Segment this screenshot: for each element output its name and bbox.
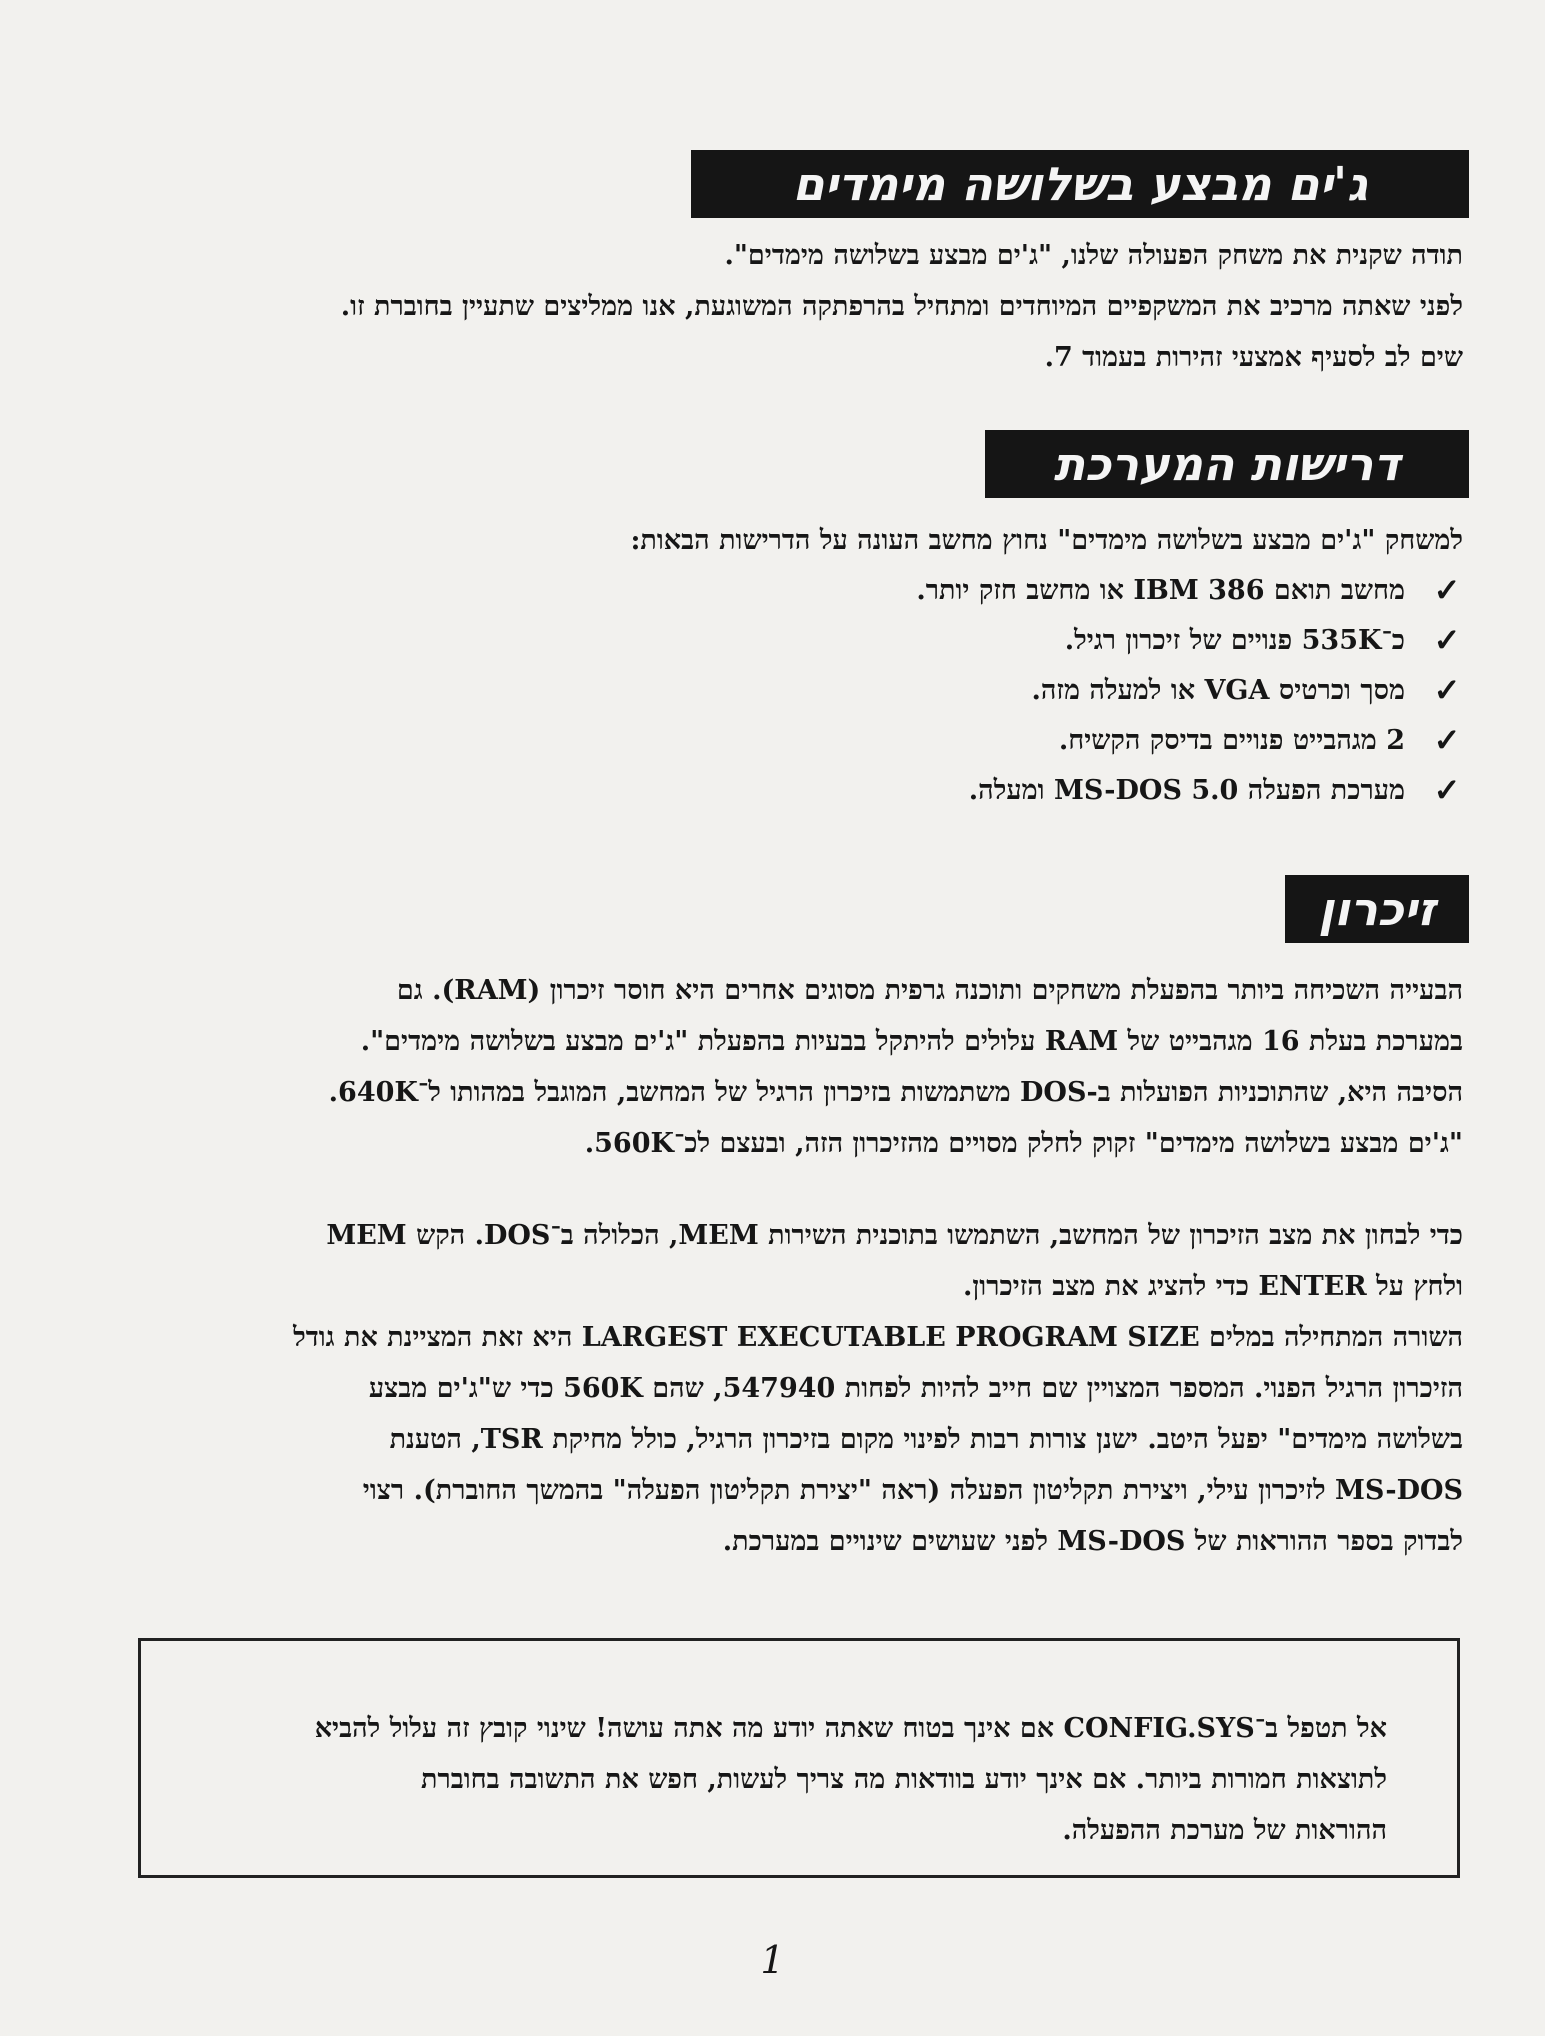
intro-line: לפני שאתה מרכיב את המשקפיים המיוחדים ומתחיל בהרפתקה המשוגעת, אנו ממליצים שתעיין בחוברת זו.: [340, 291, 1463, 322]
memory-line: "ג'ים מבצע בשלושה מימדים" זקוק לחלק מסויים מהזיכרון הזה, ובעצם לכ־560K.: [584, 1128, 1463, 1159]
requirement-item: [263, 565, 1463, 615]
notice-line: לתוצאות חמורות ביותר. אם אינך יודע בוודאות מה צריך לעשות, חפש את התשובה בחוברת: [420, 1764, 1387, 1795]
page-number: 1: [760, 1938, 785, 1982]
requirements-intro: [78, 515, 1463, 566]
memory-line: לבדוק בספר ההוראות של MS-DOS לפני שעושים שינויים במערכת.: [722, 1526, 1463, 1557]
notice-line: ההוראות של מערכת ההפעלה.: [1062, 1815, 1387, 1846]
memory-line: הזיכרון הרגיל הפנוי. המספר המצויין שם חייב להיות לפחות 547940, שהם 560K כדי ש"ג'ים מבצע: [368, 1373, 1463, 1404]
checkmark-icon: ✓: [1433, 771, 1461, 809]
requirements-list: [263, 565, 1463, 815]
requirement-item: [263, 615, 1463, 665]
checkmark-icon: ✓: [1433, 571, 1461, 609]
checkmark-icon: ✓: [1433, 621, 1461, 659]
requirement-item: [263, 765, 1463, 815]
intro-heading: ג'ים מבצע בשלושה מימדים: [691, 150, 1469, 218]
requirement-text: מחשב תואם IBM 386 או מחשב חזק יותר.: [916, 574, 1405, 606]
memory-paragraph-2: [78, 1210, 1463, 1567]
intro-line: תודה שקנית את משחק הפעולה שלנו, "ג'ים מבצע בשלושה מימדים".: [724, 240, 1463, 271]
memory-line: במערכת בעלת 16 מגהבייט של RAM עלולים להיתקל בבעיות בהפעלת "ג'ים מבצע בשלושה מימדים".: [360, 1026, 1463, 1057]
memory-line: בשלושה מימדים" יפעל היטב. ישנן צורות רבות לפינוי מקום בזיכרון הרגיל, כולל מחיקת TSR, הטענת: [389, 1424, 1463, 1455]
checkmark-icon: ✓: [1433, 721, 1461, 759]
memory-heading: זיכרון: [1285, 875, 1469, 943]
intro-paragraph: [78, 230, 1463, 383]
notice-line: אל תטפל ב־CONFIG.SYS אם אינך בטוח שאתה יודע מה אתה עושה! שינוי קובץ זה עלול להביא: [314, 1713, 1387, 1744]
memory-line: הבעייה השכיחה ביותר בהפעלת משחקים ותוכנה גרפית מסוגים אחרים היא חוסר זיכרון (RAM). גם: [396, 975, 1463, 1006]
memory-line: השורה המתחילה במלים LARGEST EXECUTABLE PROGRAM SIZE היא זאת המציינת את גודל: [293, 1322, 1463, 1353]
memory-line: הסיבה היא, שהתוכניות הפועלות ב-DOS משתמשות בזיכרון הרגיל של המחשב, המוגבל במהותו ל־640K.: [328, 1077, 1463, 1108]
requirement-text: כ־535K פנויים של זיכרון רגיל.: [1064, 624, 1405, 656]
requirement-text: מערכת הפעלה MS-DOS 5.0 ומעלה.: [968, 774, 1405, 806]
requirement-item: [263, 715, 1463, 765]
memory-line: כדי לבחון את מצב הזיכרון של המחשב, השתמשו בתוכנית השירות MEM, הכלולה ב־DOS. הקש MEM: [326, 1220, 1463, 1251]
warning-notice-text: [207, 1703, 1387, 1856]
memory-line: MS-DOS לזיכרון עילי, ויצירת תקליטון הפעלה (ראה "יצירת תקליטון הפעלה" בהמשך החוברת). רצוי: [362, 1475, 1463, 1506]
intro-line: שים לב לסעיף אמצעי זהירות בעמוד 7.: [1044, 342, 1463, 373]
requirement-item: [263, 665, 1463, 715]
requirements-intro-line: למשחק "ג'ים מבצע בשלושה מימדים" נחוץ מחשב העונה על הדרישות הבאות:: [630, 525, 1463, 556]
requirement-text: 2 מגהבייט פנויים בדיסק הקשיח.: [1058, 724, 1405, 756]
warning-notice-box: [138, 1638, 1460, 1878]
memory-paragraph-1: [78, 965, 1463, 1169]
requirement-text: מסך וכרטיס VGA או למעלה מזה.: [1031, 674, 1405, 706]
memory-line: ולחץ על ENTER כדי להציג את מצב הזיכרון.: [963, 1271, 1463, 1302]
checkmark-icon: ✓: [1433, 671, 1461, 709]
requirements-heading: דרישות המערכת: [985, 430, 1469, 498]
